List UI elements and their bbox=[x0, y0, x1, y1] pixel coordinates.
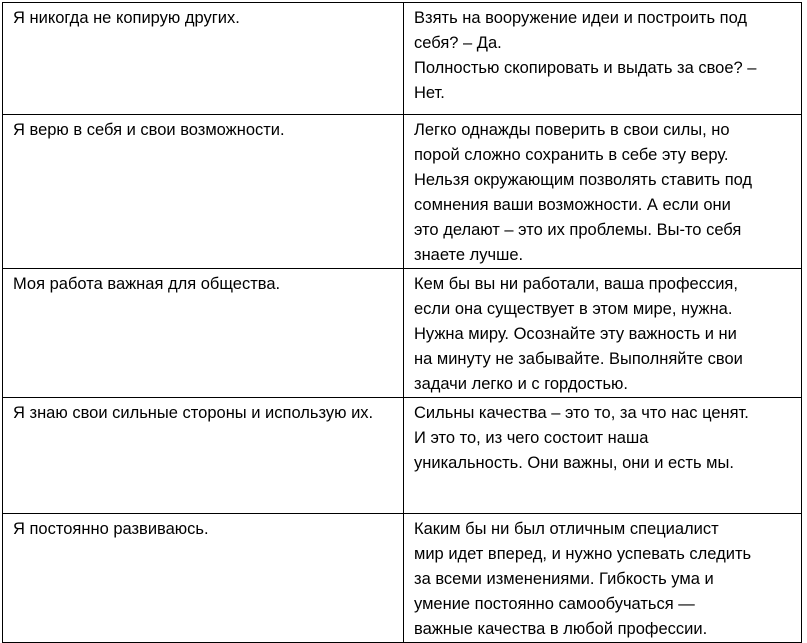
explanation-line: уникальность. Они важны, они и есть мы. bbox=[414, 454, 734, 472]
explanation-line: важные качества в любой профессии. bbox=[414, 620, 708, 638]
explanation-line: знаете лучше. bbox=[414, 246, 524, 264]
explanation-cell bbox=[404, 269, 802, 398]
table-row bbox=[3, 3, 802, 115]
explanation-line: И это то, из чего состоит наша bbox=[414, 429, 649, 447]
explanation-line: Полностью скопировать и выдать за свое? – bbox=[414, 59, 757, 77]
explanation-line: это делают – это их проблемы. Вы-то себя bbox=[414, 221, 742, 239]
statement-cell: Я знаю свои сильные стороны и использую их. bbox=[3, 398, 404, 514]
table-row bbox=[3, 514, 802, 643]
explanation-line: за всеми изменениями. Гибкость ума и bbox=[414, 570, 714, 588]
explanation-line: Нельзя окружающим позволять ставить под bbox=[414, 171, 753, 189]
explanation-cell bbox=[404, 115, 802, 269]
table-row bbox=[3, 398, 802, 514]
explanation-line: Кем бы вы ни работали, ваша профессия, bbox=[414, 275, 738, 293]
statement-cell: Я верю в себя и свои возможности. bbox=[3, 115, 404, 269]
explanation-cell bbox=[404, 3, 802, 115]
explanation-line: сомнения ваши возможности. А если они bbox=[414, 196, 731, 214]
statement-cell: Моя работа важная для общества. bbox=[3, 269, 404, 398]
affirmations-table bbox=[2, 2, 802, 643]
explanation-line: мир идет вперед, и нужно успевать следить bbox=[414, 545, 752, 563]
explanation-cell bbox=[404, 398, 802, 514]
explanation-line: если она существует в этом мире, нужна. bbox=[414, 300, 733, 318]
explanation-line: порой сложно сохранить в себе эту веру. bbox=[414, 146, 729, 164]
explanation-line: задачи легко и с гордостью. bbox=[414, 375, 629, 393]
explanation-line: Нужна миру. Осознайте эту важность и ни bbox=[414, 325, 737, 343]
explanation-line: Каким бы ни был отличным специалист bbox=[414, 520, 719, 538]
explanation-line: Нет. bbox=[414, 84, 445, 102]
explanation-line: на минуту не забывайте. Выполняйте свои bbox=[414, 350, 743, 368]
table-row bbox=[3, 115, 802, 269]
explanation-cell bbox=[404, 514, 802, 643]
statement-cell: Я постоянно развиваюсь. bbox=[3, 514, 404, 643]
explanation-line: Легко однажды поверить в свои силы, но bbox=[414, 121, 730, 139]
explanation-line: умение постоянно самообучаться — bbox=[414, 595, 695, 613]
explanation-line: себя? – Да. bbox=[414, 34, 502, 52]
table-row bbox=[3, 269, 802, 398]
explanation-line: Сильны качества – это то, за что нас ценят. bbox=[414, 404, 749, 422]
explanation-line: Взять на вооружение идеи и построить под bbox=[414, 9, 748, 27]
statement-cell: Я никогда не копирую других. bbox=[3, 3, 404, 115]
